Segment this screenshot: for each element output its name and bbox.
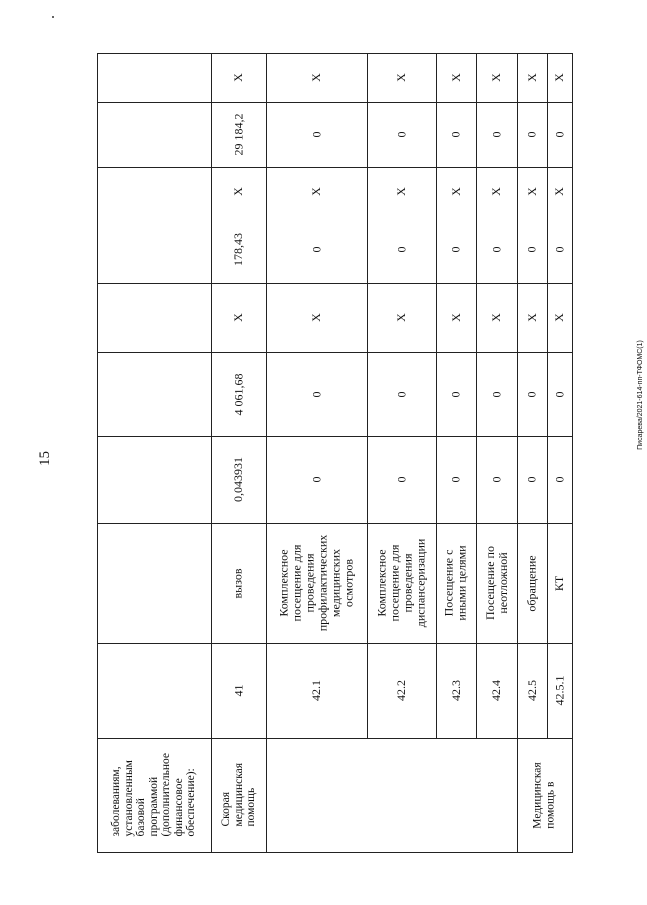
row-4-v2-text: 0 bbox=[448, 391, 463, 397]
row-7-num bbox=[547, 643, 572, 738]
row-6-unit bbox=[517, 523, 547, 643]
first-column-ambulance-text: Скорая медицинская помощь bbox=[219, 763, 257, 827]
row-7-v5 bbox=[547, 167, 572, 215]
first-column-continuation-text: заболеваниям, установленным базовой программой (дополнительное финансовое обеспечение): bbox=[110, 753, 198, 837]
row-2-v3 bbox=[266, 283, 367, 352]
row-6-v7-text: X bbox=[524, 73, 539, 82]
row-6-v1-text: 0 bbox=[524, 476, 539, 483]
row-1-v7-text: X bbox=[230, 73, 245, 82]
row-3-v5-text: X bbox=[393, 186, 408, 196]
row-7-v2 bbox=[547, 352, 572, 436]
row-5-v4-text: 0 bbox=[489, 246, 503, 252]
row-2-num bbox=[266, 643, 367, 738]
row-5-num-text: 42.4 bbox=[489, 680, 503, 701]
row-4-unit bbox=[436, 523, 476, 643]
row-3-v4-text: 0 bbox=[394, 246, 408, 252]
row-2-v5 bbox=[266, 167, 367, 215]
row-6-unit-text: обращение bbox=[524, 554, 539, 612]
row-5-unit-text: Посещение по неотложной bbox=[482, 546, 510, 620]
row-1-v1 bbox=[211, 436, 266, 523]
row-4-num-text: 42.3 bbox=[448, 680, 463, 701]
row-2-v1 bbox=[266, 436, 367, 523]
row-1-v5 bbox=[211, 167, 266, 215]
row-7-v7-text: X bbox=[551, 73, 566, 82]
row-7-unit bbox=[547, 523, 572, 643]
table-border bbox=[97, 53, 98, 852]
row-1-v2 bbox=[211, 352, 266, 436]
row-2-v4-text: 0 bbox=[309, 246, 323, 252]
row-3-v2-text: 0 bbox=[394, 391, 408, 397]
row-1-v4 bbox=[211, 215, 266, 283]
row-5-v6 bbox=[476, 102, 517, 167]
row-6-v6 bbox=[517, 102, 547, 167]
row-4-v4 bbox=[436, 215, 476, 283]
table-border bbox=[97, 852, 572, 853]
row-3-v1-text: 0 bbox=[394, 476, 408, 483]
table-border bbox=[572, 53, 573, 853]
row-2-v5-text: X bbox=[308, 186, 323, 196]
page-number: 15 bbox=[37, 451, 53, 466]
row-1-v6-text: 29 184,2 bbox=[231, 113, 245, 156]
row-3-unit-text: Комплексное посещение для проведения диспансеризации bbox=[374, 538, 428, 628]
first-column-ambulance bbox=[211, 738, 266, 852]
row-7-v6-text: 0 bbox=[552, 131, 566, 138]
row-6-v7 bbox=[517, 53, 547, 102]
row-7-v6 bbox=[547, 102, 572, 167]
row-3-num bbox=[367, 643, 436, 738]
row-5-v2 bbox=[476, 352, 517, 436]
row-4-v4-text: 0 bbox=[448, 246, 463, 252]
row-7-v3 bbox=[547, 283, 572, 352]
row-divider bbox=[266, 738, 267, 852]
row-5-v3 bbox=[476, 283, 517, 352]
row-4-v2 bbox=[436, 352, 476, 436]
row-1-v1-text: 0,043931 bbox=[231, 457, 245, 502]
row-2-v6-text: 0 bbox=[309, 131, 323, 138]
row-5-v1 bbox=[476, 436, 517, 523]
row-7-v1 bbox=[547, 436, 572, 523]
row-2-unit-text: Комплексное посещение для проведения профилактических медицинских осмотров bbox=[276, 534, 356, 632]
first-column-medical-text: Медицинская помощь в bbox=[532, 761, 557, 829]
first-column-continuation bbox=[97, 738, 211, 852]
row-3-v2 bbox=[367, 352, 436, 436]
scan-speck bbox=[52, 16, 54, 18]
row-7-v3-text: X bbox=[551, 313, 566, 322]
row-5-v1-text: 0 bbox=[489, 476, 503, 483]
row-2-v3-text: X bbox=[308, 313, 323, 322]
row-2-v7-text: X bbox=[308, 73, 323, 82]
row-6-v2-text: 0 bbox=[524, 391, 539, 397]
row-4-num bbox=[436, 643, 476, 738]
row-7-v5-text: X bbox=[551, 186, 566, 196]
row-1-unit bbox=[211, 523, 266, 643]
row-6-v3-text: X bbox=[524, 313, 539, 322]
row-7-v4-text: 0 bbox=[552, 246, 566, 252]
row-5-num bbox=[476, 643, 517, 738]
row-5-v6-text: 0 bbox=[489, 131, 503, 138]
row-5-v7 bbox=[476, 53, 517, 102]
row-6-v1 bbox=[517, 436, 547, 523]
row-3-num-text: 42.2 bbox=[394, 680, 408, 701]
row-2-unit bbox=[266, 523, 367, 643]
row-4-v5-text: X bbox=[448, 186, 463, 196]
row-3-v6-text: 0 bbox=[394, 131, 408, 138]
row-3-v3 bbox=[367, 283, 436, 352]
row-7-v4 bbox=[547, 215, 572, 283]
row-2-v4 bbox=[266, 215, 367, 283]
row-1-v2-text: 4 061,68 bbox=[231, 373, 245, 415]
row-3-v1 bbox=[367, 436, 436, 523]
row-1-v3-text: X bbox=[230, 313, 245, 322]
row-2-v1-text: 0 bbox=[309, 476, 323, 483]
row-1-num bbox=[211, 643, 266, 738]
row-2-num-text: 42.1 bbox=[309, 680, 323, 701]
row-3-v3-text: X bbox=[393, 313, 408, 322]
row-3-unit bbox=[367, 523, 436, 643]
row-7-v2-text: 0 bbox=[552, 391, 566, 397]
row-7-unit-text: КТ bbox=[552, 575, 566, 591]
row-6-v6-text: 0 bbox=[524, 131, 539, 138]
row-1-v7 bbox=[211, 53, 266, 102]
row-5-unit bbox=[476, 523, 517, 643]
row-2-v2-text: 0 bbox=[309, 391, 323, 397]
document-footer: Писарева/2021-614-пп-ТФОМС(1) bbox=[637, 340, 644, 450]
row-5-v5-text: X bbox=[488, 186, 503, 196]
row-1-num-text: 41 bbox=[231, 684, 245, 697]
row-5-v4 bbox=[476, 215, 517, 283]
row-4-v6-text: 0 bbox=[448, 131, 463, 138]
row-3-v4 bbox=[367, 215, 436, 283]
row-6-v4 bbox=[517, 215, 547, 283]
row-6-v5 bbox=[517, 167, 547, 215]
row-5-v2-text: 0 bbox=[489, 391, 503, 397]
row-3-v5 bbox=[367, 167, 436, 215]
row-6-v3 bbox=[517, 283, 547, 352]
row-7-v7 bbox=[547, 53, 572, 102]
row-1-v3 bbox=[211, 283, 266, 352]
row-3-v7-text: X bbox=[393, 73, 408, 82]
row-1-unit-text: вызов bbox=[230, 567, 245, 599]
row-2-v7 bbox=[266, 53, 367, 102]
row-1-v6 bbox=[211, 102, 266, 167]
row-1-v4-text: 178,43 bbox=[231, 232, 245, 266]
row-4-v7 bbox=[436, 53, 476, 102]
row-2-v6 bbox=[266, 102, 367, 167]
row-5-v7-text: X bbox=[488, 73, 503, 82]
row-6-num bbox=[517, 643, 547, 738]
row-4-v6 bbox=[436, 102, 476, 167]
row-5-v3-text: X bbox=[488, 313, 503, 322]
row-4-v1 bbox=[436, 436, 476, 523]
row-3-v7 bbox=[367, 53, 436, 102]
row-5-v5 bbox=[476, 167, 517, 215]
row-4-unit-text: Посещение с иными целями bbox=[442, 545, 470, 621]
row-4-v1-text: 0 bbox=[448, 476, 463, 483]
row-6-v5-text: X bbox=[524, 186, 539, 196]
row-4-v3-text: X bbox=[448, 313, 463, 322]
row-7-v1-text: 0 bbox=[552, 476, 566, 483]
row-3-v6 bbox=[367, 102, 436, 167]
row-6-v2 bbox=[517, 352, 547, 436]
row-2-v2 bbox=[266, 352, 367, 436]
row-6-num-text: 42.5 bbox=[524, 680, 539, 701]
row-4-v3 bbox=[436, 283, 476, 352]
row-4-v7-text: X bbox=[448, 73, 463, 82]
row-1-v5-text: X bbox=[230, 186, 245, 196]
first-column-medical bbox=[517, 738, 572, 852]
row-4-v5 bbox=[436, 167, 476, 215]
row-6-v4-text: 0 bbox=[524, 246, 539, 252]
row-7-num-text: 42.5.1 bbox=[552, 675, 566, 706]
